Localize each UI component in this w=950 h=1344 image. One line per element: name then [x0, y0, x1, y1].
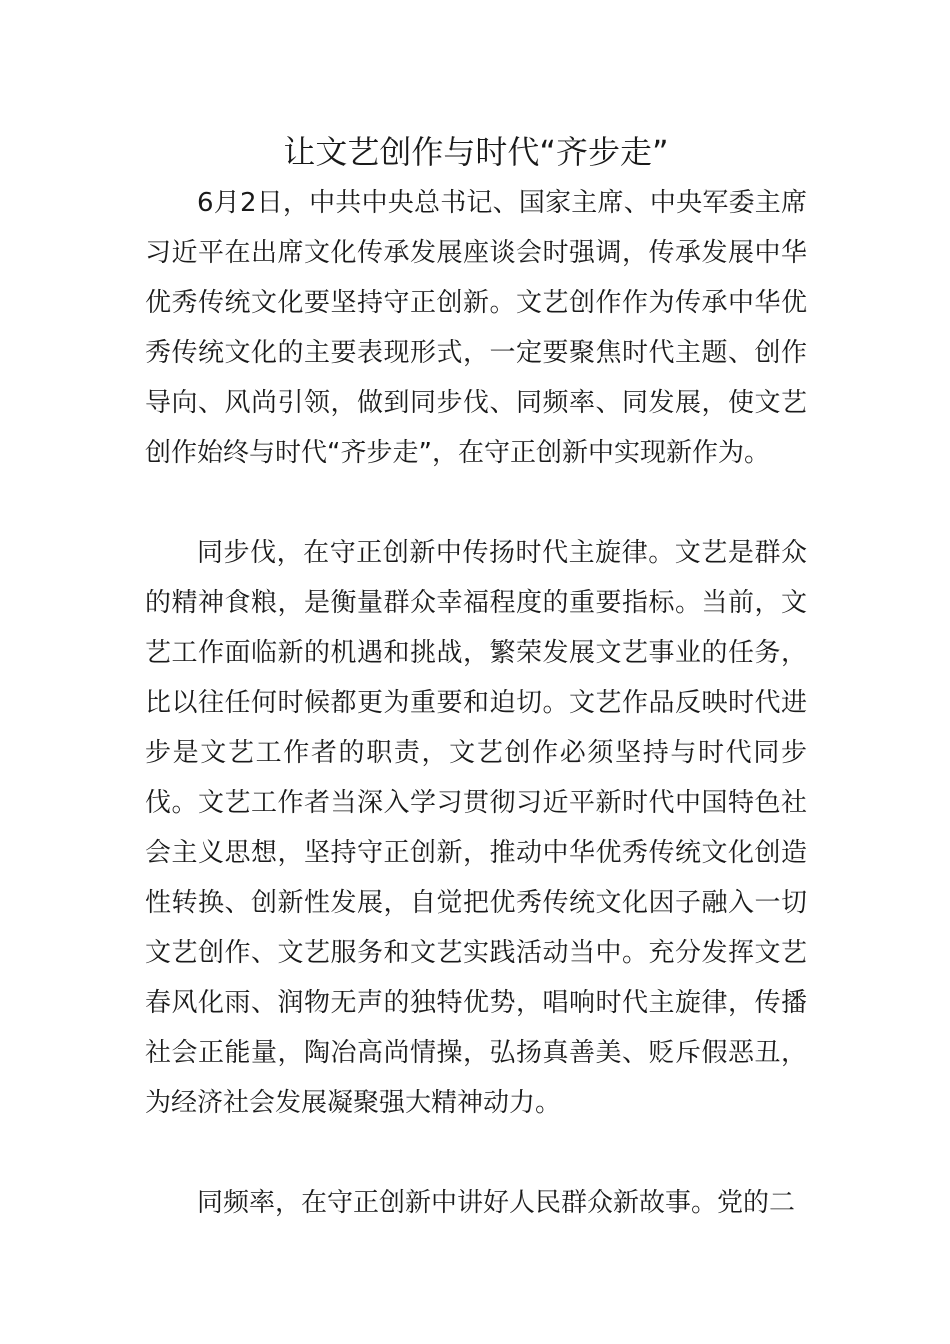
paragraph-1: 6月2日，中共中央总书记、国家主席、中央军委主席习近平在出席文化传承发展座谈会时强调，传承发展中华优秀传统文化要坚持守正创新。文艺创作作为传承中华优秀传统文化的主要表现形式，一定要聚焦时代主题、创作导向、风尚引领，做到同步伐、同频率、同发展，使文艺创作始终与时代“齐步走”，在守正创新中实现新作为。	[145, 188, 807, 468]
paragraph-gap	[145, 1128, 807, 1178]
paragraph-3: 同频率，在守正创新中讲好人民群众新故事。党的二	[197, 1188, 796, 1218]
paragraph-gap	[145, 478, 807, 528]
paragraph-2: 同步伐，在守正创新中传扬时代主旋律。文艺是群众的精神食粮，是衡量群众幸福程度的重要指标。当前，文艺工作面临新的机遇和挑战，繁荣发展文艺事业的任务，比以往任何时候都更为重要和迫切。文艺作品反映时代进步是文艺工作者的职责，文艺创作必须坚持与时代同步伐。文艺工作者当深入学习贯彻习近平新时代中国特色社会主义思想，坚持守正创新，推动中华优秀传统文化创造性转换、创新性发展，自觉把优秀传统文化因子融入一切文艺创作、文艺服务和文艺实践活动当中。充分发挥文艺春风化雨、润物无声的独特优势，唱响时代主旋律，传播社会正能量，陶冶高尚情操，弘扬真善美、贬斥假恶丑，为经济社会发展凝聚强大精神动力。	[145, 538, 807, 1118]
document-title: 让文艺创作与时代“齐步走”	[283, 133, 669, 171]
document-page	[145, 126, 807, 1228]
